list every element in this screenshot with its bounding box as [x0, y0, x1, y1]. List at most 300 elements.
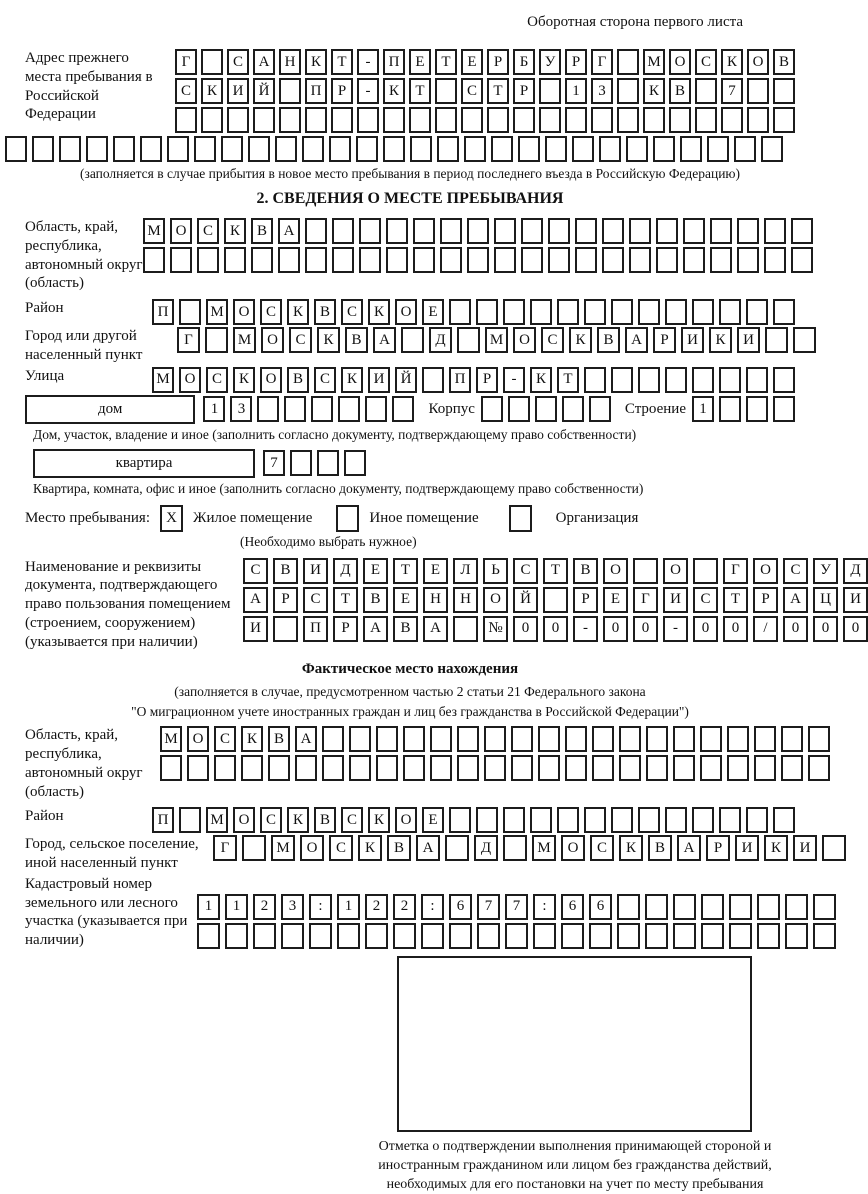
char-box: М	[485, 327, 508, 353]
char-box	[548, 218, 570, 244]
char-box: Й	[513, 587, 538, 613]
char-box	[508, 396, 530, 422]
char-box	[695, 107, 717, 133]
char-box	[430, 755, 452, 781]
char-box	[710, 218, 732, 244]
char-box	[589, 923, 612, 949]
char-box	[575, 247, 597, 273]
cadastral-cells	[197, 894, 836, 949]
char-box	[503, 835, 527, 861]
char-box: Г	[633, 587, 658, 613]
char-box	[695, 78, 717, 104]
char-box	[700, 755, 722, 781]
char-box: С	[303, 587, 328, 613]
char-box: К	[341, 367, 363, 393]
char-box: В	[287, 367, 309, 393]
char-box	[746, 367, 768, 393]
char-box	[565, 107, 587, 133]
char-box: 0	[693, 616, 718, 642]
char-box: 0	[633, 616, 658, 642]
char-box	[643, 107, 665, 133]
char-box: Л	[453, 558, 478, 584]
char-box	[626, 136, 648, 162]
char-box: О	[233, 299, 255, 325]
char-box: 0	[603, 616, 628, 642]
char-box: Г	[591, 49, 613, 75]
char-box: В	[648, 835, 672, 861]
char-box	[305, 107, 327, 133]
house-number-cells	[203, 396, 414, 422]
char-box	[311, 396, 333, 422]
char-box	[275, 136, 297, 162]
char-box	[629, 218, 651, 244]
char-box	[221, 136, 243, 162]
char-box	[645, 923, 668, 949]
char-row	[152, 299, 795, 325]
char-box	[538, 755, 560, 781]
char-box: М	[160, 726, 182, 752]
char-box: Е	[422, 807, 444, 833]
char-box	[440, 247, 462, 273]
char-box	[808, 755, 830, 781]
char-box	[692, 367, 714, 393]
char-box: Т	[557, 367, 579, 393]
char-box	[764, 218, 786, 244]
char-box: 0	[513, 616, 538, 642]
char-box	[737, 218, 759, 244]
char-box: С	[590, 835, 614, 861]
char-box	[773, 807, 795, 833]
char-box	[201, 49, 223, 75]
char-box: Д	[429, 327, 452, 353]
char-box	[253, 107, 275, 133]
char-box: Т	[723, 587, 748, 613]
char-box	[737, 247, 759, 273]
char-box	[484, 726, 506, 752]
char-box	[393, 923, 416, 949]
char-box: Е	[603, 587, 628, 613]
char-box	[511, 726, 533, 752]
char-box: И	[303, 558, 328, 584]
char-box: К	[305, 49, 327, 75]
char-box	[533, 923, 556, 949]
char-box	[781, 726, 803, 752]
char-box: 1	[197, 894, 220, 920]
char-box	[545, 136, 567, 162]
char-box	[617, 78, 639, 104]
char-box	[773, 78, 795, 104]
char-box	[747, 107, 769, 133]
char-box: К	[287, 299, 309, 325]
char-box	[251, 247, 273, 273]
char-box: 7	[721, 78, 743, 104]
char-box	[543, 587, 568, 613]
korpus-label: Корпус	[428, 400, 475, 417]
char-box	[435, 78, 457, 104]
char-box: И	[227, 78, 249, 104]
char-box	[746, 396, 768, 422]
char-box: К	[201, 78, 223, 104]
char-box: О	[663, 558, 688, 584]
char-box	[383, 136, 405, 162]
char-box: А	[363, 616, 388, 642]
document-label: Наименование и реквизиты документа, подтверждающего право пользования помещением (строением, сооружением) (указывается при наличии)	[25, 558, 231, 650]
char-box	[317, 450, 339, 476]
option-zhiloe-label: Жилое помещение	[193, 509, 313, 526]
char-box: В	[273, 558, 298, 584]
checkbox-organizaciya	[509, 505, 532, 532]
apartment-type-box: квартира	[33, 449, 255, 478]
char-box: О	[187, 726, 209, 752]
char-box	[453, 616, 478, 642]
stay-place-row	[25, 505, 795, 532]
char-box	[701, 923, 724, 949]
char-box	[692, 807, 714, 833]
char-box: Е	[363, 558, 388, 584]
char-box	[356, 136, 378, 162]
char-box: В	[363, 587, 388, 613]
char-box: С	[341, 299, 363, 325]
char-box	[140, 136, 162, 162]
option-inoe-label: Иное помещение	[369, 509, 479, 526]
char-box: Г	[213, 835, 237, 861]
char-box: П	[152, 299, 174, 325]
char-box	[692, 299, 714, 325]
char-box: 1	[565, 78, 587, 104]
char-box	[477, 923, 500, 949]
char-box: :	[533, 894, 556, 920]
char-box: Й	[395, 367, 417, 393]
char-box	[322, 726, 344, 752]
char-box	[633, 558, 658, 584]
char-box: 6	[561, 894, 584, 920]
char-box: 3	[281, 894, 304, 920]
house-row	[25, 395, 795, 424]
char-row	[152, 807, 795, 833]
char-row	[143, 218, 813, 244]
char-box	[322, 755, 344, 781]
char-box	[584, 299, 606, 325]
char-box	[365, 396, 387, 422]
char-box: М	[532, 835, 556, 861]
char-box: В	[345, 327, 368, 353]
char-box	[773, 367, 795, 393]
char-box	[279, 78, 301, 104]
char-box: К	[287, 807, 309, 833]
char-box	[645, 894, 668, 920]
char-box: Г	[723, 558, 748, 584]
char-box: 7	[505, 894, 528, 920]
char-box: С	[206, 367, 228, 393]
char-box	[273, 616, 298, 642]
page-header-note: Оборотная сторона первого листа	[527, 14, 743, 30]
city-label: Город или другой населенный пункт	[25, 328, 143, 363]
char-box	[357, 107, 379, 133]
char-box	[773, 299, 795, 325]
char-box	[302, 136, 324, 162]
char-box	[599, 136, 621, 162]
char-box	[719, 807, 741, 833]
char-box: 6	[449, 894, 472, 920]
char-box	[113, 136, 135, 162]
char-box	[160, 755, 182, 781]
char-box: У	[539, 49, 561, 75]
char-box	[617, 923, 640, 949]
char-box	[572, 136, 594, 162]
char-box	[376, 755, 398, 781]
region-block	[25, 218, 795, 293]
char-box	[201, 107, 223, 133]
char-box: М	[643, 49, 665, 75]
char-box: Т	[333, 587, 358, 613]
char-box	[305, 247, 327, 273]
char-box	[337, 923, 360, 949]
char-box: 6	[589, 894, 612, 920]
actual-location-caption-1: (заполняется в случае, предусмотренном частью 2 статьи 21 Федерального закона	[174, 684, 646, 700]
char-box: О	[669, 49, 691, 75]
char-box: О	[395, 807, 417, 833]
checkbox-zhiloe: X	[160, 505, 183, 532]
char-box: Д	[843, 558, 868, 584]
char-box	[167, 136, 189, 162]
char-box: С	[341, 807, 363, 833]
char-box: П	[303, 616, 328, 642]
char-box: О	[603, 558, 628, 584]
char-box	[565, 755, 587, 781]
char-box: М	[143, 218, 165, 244]
char-row	[5, 136, 795, 162]
char-box	[329, 136, 351, 162]
char-box	[719, 396, 741, 422]
char-box: А	[416, 835, 440, 861]
char-box: Д	[333, 558, 358, 584]
char-box	[700, 726, 722, 752]
char-box	[653, 136, 675, 162]
char-box	[214, 755, 236, 781]
char-box: К	[764, 835, 788, 861]
char-box: О	[753, 558, 778, 584]
char-box	[813, 923, 836, 949]
char-box: В	[387, 835, 411, 861]
char-box	[530, 299, 552, 325]
actual-region-label: Область, край, республика, автономный округ (область)	[25, 727, 143, 800]
char-box: Т	[393, 558, 418, 584]
char-box	[747, 78, 769, 104]
char-box	[494, 218, 516, 244]
char-box	[484, 755, 506, 781]
char-box	[383, 107, 405, 133]
char-box: Т	[409, 78, 431, 104]
char-box: Ь	[483, 558, 508, 584]
char-row	[177, 327, 816, 353]
char-box	[584, 807, 606, 833]
district-block	[25, 299, 795, 325]
char-box: Т	[435, 49, 457, 75]
char-box: К	[368, 299, 390, 325]
char-box	[170, 247, 192, 273]
char-box: Т	[543, 558, 568, 584]
char-box	[822, 835, 846, 861]
char-box	[575, 218, 597, 244]
char-box: /	[753, 616, 778, 642]
char-box: О	[747, 49, 769, 75]
char-box	[513, 107, 535, 133]
char-box: Н	[453, 587, 478, 613]
char-box	[683, 247, 705, 273]
char-box: 0	[543, 616, 568, 642]
char-box	[445, 835, 469, 861]
char-box	[376, 726, 398, 752]
char-box: С	[227, 49, 249, 75]
char-row	[160, 726, 830, 752]
char-box: №	[483, 616, 508, 642]
char-box: К	[358, 835, 382, 861]
char-box	[225, 923, 248, 949]
char-box: О	[260, 367, 282, 393]
char-box: С	[214, 726, 236, 752]
char-box	[665, 299, 687, 325]
district-label: Район	[25, 300, 64, 316]
char-box	[5, 136, 27, 162]
char-box	[268, 755, 290, 781]
char-box	[413, 247, 435, 273]
actual-location-caption-2: "О миграционном учете иностранных граждан и лиц без гражданства в Российской Федерации")	[131, 704, 689, 720]
prev-address-cells	[175, 49, 795, 133]
char-box: Е	[409, 49, 431, 75]
char-box: Н	[423, 587, 448, 613]
char-box	[592, 755, 614, 781]
char-box: В	[773, 49, 795, 75]
char-box: :	[421, 894, 444, 920]
char-box: Е	[422, 299, 444, 325]
char-row	[243, 587, 868, 613]
char-box: И	[368, 367, 390, 393]
char-box: К	[643, 78, 665, 104]
actual-district-block	[25, 807, 795, 833]
char-box	[449, 807, 471, 833]
char-row	[243, 558, 868, 584]
char-box: К	[721, 49, 743, 75]
char-box	[584, 367, 606, 393]
char-box	[757, 923, 780, 949]
char-box: А	[253, 49, 275, 75]
cadastral-label: Кадастровый номер земельного или лесного участка (указывается при наличии)	[25, 875, 188, 948]
prev-address-label: Адрес прежнего места пребывания в Российской Федерации	[25, 50, 153, 123]
char-box: К	[619, 835, 643, 861]
char-box	[619, 755, 641, 781]
char-box	[241, 755, 263, 781]
char-box: К	[383, 78, 405, 104]
char-box	[680, 136, 702, 162]
char-box: Ц	[813, 587, 838, 613]
char-box: Н	[279, 49, 301, 75]
char-box: И	[737, 327, 760, 353]
prev-address-caption: (заполняется в случае прибытия в новое место пребывания в период последнего въезда в Российскую Федерацию)	[79, 166, 741, 181]
char-box	[440, 218, 462, 244]
char-box: С	[260, 299, 282, 325]
char-box	[305, 218, 327, 244]
char-box: 0	[843, 616, 868, 642]
char-box	[457, 755, 479, 781]
char-box	[403, 726, 425, 752]
actual-city-label: Город, сельское поселение, иной населенный пункт	[25, 836, 199, 871]
char-box	[503, 807, 525, 833]
char-box	[557, 299, 579, 325]
char-box	[629, 247, 651, 273]
char-box: Е	[461, 49, 483, 75]
char-box: О	[261, 327, 284, 353]
char-box: Т	[487, 78, 509, 104]
char-box: -	[357, 49, 379, 75]
char-box: М	[206, 807, 228, 833]
char-box	[719, 367, 741, 393]
char-box	[281, 923, 304, 949]
char-box	[781, 755, 803, 781]
char-box	[457, 726, 479, 752]
char-box	[59, 136, 81, 162]
char-box: М	[271, 835, 295, 861]
char-box	[793, 327, 816, 353]
char-box	[754, 755, 776, 781]
char-box: К	[569, 327, 592, 353]
char-box	[422, 367, 444, 393]
char-box: С	[513, 558, 538, 584]
char-box: И	[681, 327, 704, 353]
char-box: 2	[365, 894, 388, 920]
char-box: О	[561, 835, 585, 861]
char-box: Т	[331, 49, 353, 75]
char-box	[727, 755, 749, 781]
char-box	[791, 218, 813, 244]
section2-title: 2. СВЕДЕНИЯ О МЕСТЕ ПРЕБЫВАНИЯ	[256, 190, 564, 207]
char-box	[194, 136, 216, 162]
char-box: Е	[393, 587, 418, 613]
char-row	[175, 107, 795, 133]
char-row	[197, 923, 836, 949]
char-box	[179, 299, 201, 325]
char-box: 2	[393, 894, 416, 920]
char-box: 3	[591, 78, 613, 104]
char-box	[521, 218, 543, 244]
prev-address-overflow-row	[5, 136, 795, 162]
char-box: Р	[333, 616, 358, 642]
house-type-box: дом	[25, 395, 195, 424]
char-box: 1	[225, 894, 248, 920]
char-row	[143, 247, 813, 273]
korpus-cells	[481, 396, 611, 422]
char-box: И	[793, 835, 817, 861]
char-box	[187, 755, 209, 781]
char-box: С	[175, 78, 197, 104]
apartment-row	[25, 449, 795, 478]
char-box: С	[314, 367, 336, 393]
char-box: А	[625, 327, 648, 353]
char-box: О	[483, 587, 508, 613]
char-box	[143, 247, 165, 273]
char-box: 2	[253, 894, 276, 920]
cadastral-block	[25, 875, 795, 950]
char-box	[611, 367, 633, 393]
char-box	[617, 49, 639, 75]
apartment-number-cells	[263, 450, 366, 476]
char-box	[386, 218, 408, 244]
char-box	[242, 835, 266, 861]
char-box	[791, 247, 813, 273]
char-box	[785, 923, 808, 949]
char-box	[449, 299, 471, 325]
char-box	[729, 894, 752, 920]
char-row	[197, 894, 836, 920]
